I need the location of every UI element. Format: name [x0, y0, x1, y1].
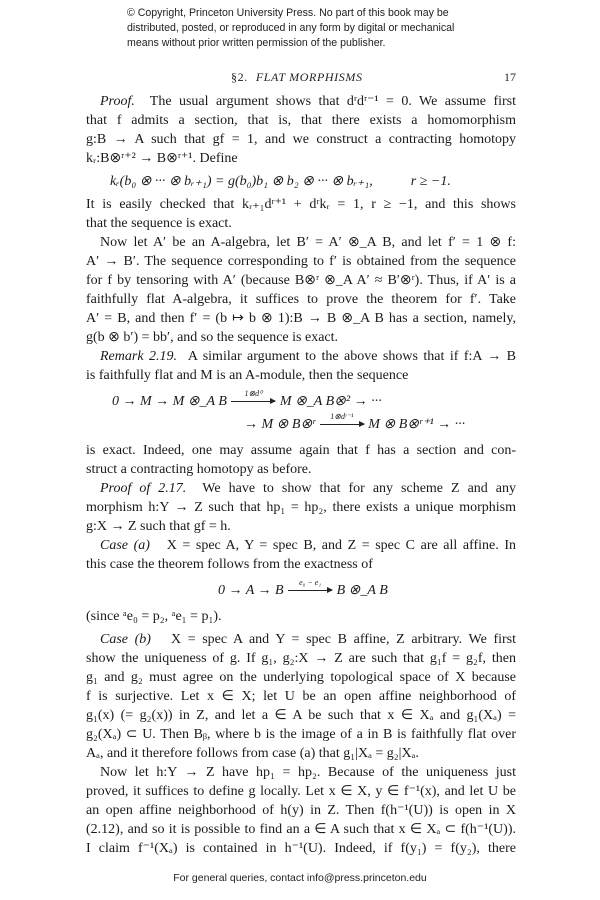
case-label: Case (b)	[100, 632, 151, 647]
page-number: 17	[504, 70, 516, 84]
text-line: A′ → B′. The sequence corresponding to f′ is obtained from the sequence	[86, 254, 516, 269]
footer-contact: For general queries, contact info@press.princeton.edu	[173, 872, 427, 884]
text-line: this case the theorem follows from the exactness of	[86, 557, 373, 572]
text-line: that f admits a section, that is, that there exists a homomorphism	[86, 113, 516, 128]
section-number: §2.	[231, 70, 248, 84]
labeled-arrow: 1⊗dʳ⁻¹	[319, 415, 365, 434]
copyright-line: distributed, posted, or reproduced in any form by digital or mechanical	[127, 22, 455, 34]
text-line: that the sequence is exact.	[86, 216, 232, 231]
exact-sequence: 0 → A → B e₀ − e₁ B ⊗_A B	[218, 578, 388, 598]
case-label: Case (a)	[100, 538, 150, 553]
text-line: Case (a) X = spec A, Y = spec B, and Z = spec C are all affine. In	[100, 538, 516, 553]
text-line: Now let h:Y → Z have hp₁ = hp₂. Because of the uniqueness just	[100, 765, 516, 780]
copyright-notice	[127, 6, 487, 51]
text-line: Case (b) X = spec A and Y = spec B affine, Z arbitrary. We first	[100, 632, 517, 647]
text-line: Remark 2.19. A similar argument to the above shows that if f:A → B	[100, 349, 516, 364]
section-name: FLAT MORPHISMS	[255, 70, 363, 84]
text-line: g(b ⊗ b′) = bb′, and so the sequence is exact.	[86, 330, 339, 345]
text-line: faithfully flat A-algebra, it suffices to prove the theorem for f′. Take	[86, 292, 516, 307]
text-line: Aₐ, and it therefore follows from case (a) that g₁|Xₐ = g₂|Xₐ.	[86, 746, 419, 761]
text-line: g₁ and g₂ must agree on the underlying topological space of X because	[86, 670, 516, 685]
exact-sequence: → M ⊗ B⊗ʳ 1⊗dʳ⁻¹ M ⊗ B⊗ʳ⁺¹ → ···	[244, 412, 466, 432]
text-line: g:B → A such that gf = 1, and we construct a contracting homotopy	[86, 132, 516, 147]
text-line: is exact. Indeed, one may assume again that f has a section and con-	[86, 443, 516, 458]
exact-sequence: 0 → M → M ⊗_A B 1⊗d⁰ M ⊗_A B⊗² → ···	[112, 389, 382, 409]
text-line: (2.12), and so it is possible to find an a ∈ A such that x ∈ Xₐ ⊂ f(h⁻¹(U)).	[86, 822, 516, 837]
copyright-line: © Copyright, Princeton University Press. No part of this book may be	[127, 7, 449, 19]
text-line: for f by tensoring with A′ (because B⊗ʳ ⊗_A A′ ≈ B′⊗ʳ). Thus, if A′ is a	[86, 273, 516, 288]
text-line: (since ᵃe₀ = p₂, ᵃe₁ = p₁).	[86, 609, 222, 624]
section-title	[231, 70, 363, 85]
text-line: Proof of 2.17. We have to show that for any scheme Z and any	[100, 481, 517, 496]
text-line: It is easily checked that kᵣ₊₁dʳ⁺¹ + dʳkᵣ = 1, r ≥ −1, and this shows	[86, 197, 516, 212]
remark-label: Remark 2.19.	[100, 349, 177, 364]
text-line: is faithfully flat and M is an A-module, then the sequence	[86, 368, 409, 383]
text-line: kᵣ:B⊗ʳ⁺² → B⊗ʳ⁺¹. Define	[86, 151, 238, 166]
text-line: A′ = B, and then f′ = (b ↦ b ⊗ 1):B → B ⊗_A B has a section, namely,	[86, 311, 516, 326]
text-line: show the uniqueness of g. If g₁, g₂:X → Z are such that g₁f = g₂f, then	[86, 651, 516, 666]
text-line: f is surjective. Let x ∈ X; let U be an open affine neighborhood of	[86, 689, 516, 704]
proof-label: Proof.	[100, 94, 135, 109]
text-line: an open affine neighborhood of h(y) in Z. Then f(h⁻¹(U)) is open in X	[86, 803, 516, 818]
text-line: proved, it suffices to define g locally. Let x ∈ X, y ∈ f⁻¹(x), and let U be	[86, 784, 516, 799]
body-text	[86, 92, 516, 858]
text-line: Proof. The usual argument shows that dʳdʳ⁻¹ = 0. We assume first	[100, 94, 516, 109]
text-line: struct a contracting homotopy as before.	[86, 462, 312, 477]
labeled-arrow: 1⊗d⁰	[230, 392, 276, 411]
text-line: Now let A′ be an A-algebra, let B′ = A′ ⊗_A B, and let f′ = 1 ⊗ f:	[100, 235, 516, 250]
text-line: g₁(x) (= g₂(x)) in Z, and let a ∈ A be such that x ∈ Xₐ and g₁(Xₐ) =	[86, 708, 516, 723]
copyright-line: means without prior written permission of the publisher.	[127, 37, 386, 49]
running-head	[86, 70, 516, 88]
text-line: g₂(Xₐ) ⊂ U. Then Bᵦ, where b is the image of a in B is faithfully flat over	[86, 727, 516, 742]
labeled-arrow: e₀ − e₁	[287, 581, 333, 600]
text-line: I claim f⁻¹(Xₐ) is contained in h⁻¹(U). Indeed, if f(y₁) = f(y₂), there	[86, 841, 516, 856]
equation: kᵣ(b₀ ⊗ ··· ⊗ bᵣ₊₁) = g(b₀)b₁ ⊗ b₂ ⊗ ··· ⊗ bᵣ₊₁, r ≥ −1.	[110, 174, 451, 189]
proof-label: Proof of 2.17.	[100, 481, 187, 496]
text-line: g:X → Z such that gf = h.	[86, 519, 231, 534]
text-line: morphism h:Y → Z such that hp₁ = hp₂, there exists a unique morphism	[86, 500, 516, 515]
